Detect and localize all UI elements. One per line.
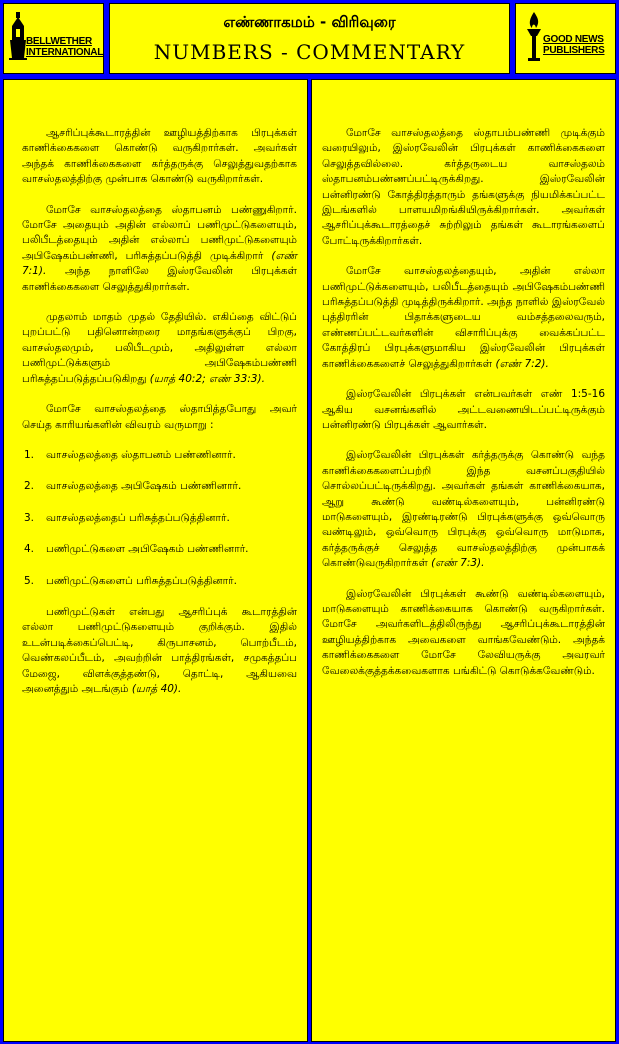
left-paragraph-5-text: பணிமுட்டுகள் என்பது ஆசரிப்புக் கூடாரத்தின் எல்லா பணிமுட்டுகளையும் குறிக்கும். இதில் உடன்படிக்கைப்பெட்டி, கிருபாசனம், பொற்பீடம், வெண்கலப்பீடம், அவற்றின் பாத்திரங்கள், சமுகத்தப்ப மேஜை, விளக்குத்தண்டு, தொட்டி, ஆகியவை அனைத்தும் அடங்கும் — [22, 605, 297, 695]
right-paragraph-2-text: மோசே வாசஸ்தலத்தையும், அதின் எல்லா பணிமுட்டுக்களையும், பலிபீடத்தையும் அபிஷேகம்பண்ணி பரிசுத்தப்படுத்தி முடித்திருக்கிறார். அந்த நாளில் இஸ்ரவேல் புத்திரரின் பிதாக்களுடைய வம்சத்தலைவரும், எண்ணப்பட்டவர்களின் விசாரிப்புக்கு வைக்கப்பட்ட கோத்திரப் பிரபுக்களுமாகிய இஸ்ரவேலின் பிரபுக்கள் காணிக்கைகளைச் செலுத்துகிறார்கள் — [322, 265, 605, 370]
left-paragraph-3 — [22, 310, 297, 387]
good-news-logo — [515, 3, 616, 74]
list-text: வாசஸ்தலத்தைப் பரிசுத்தப்படுத்தினார். — [46, 511, 230, 524]
list-number: 2. — [24, 480, 35, 493]
list-number: 3. — [24, 511, 35, 524]
right-paragraph-1: மோசே வாசஸ்தலத்தை ஸ்தாபம்பண்ணி முடிக்கும் வரையிலும், இஸ்ரவேலின் பிரபுக்கள் காணிக்கைகளை செலுத்தவில்லை. கர்த்தருடைய வாசஸ்தலம் ஸ்தாபனம்பண்ணப்பட்டிருக்கிறது. இஸ்ரவேலின் பன்னிரண்டு கோத்திரத்தாரும் தங்களுக்கு நியமிக்கப்பட்ட இடங்களில் பாளயமிறங்கியிருக்கிறார்கள். அவர்கள் ஆசரிப்புக்கூடாரத்தைச் சுற்றிலும் தங்கள் கூடாரங்களைப் போட்டிருக்கிறார்கள். — [322, 127, 605, 247]
right-paragraph-3: இஸ்ரவேலின் பிரபுக்கள் என்பவர்கள் எண் 1:5-16 ஆகிய வசனங்களில் அட்டவணையிடப்பட்டிருக்கும் பன்னிரண்டு பிரபுக்கள் ஆவார்கள். — [322, 388, 605, 431]
numbered-list — [22, 448, 297, 589]
left-paragraph-3-citation: (யாத் 40:2; எண் 33:3). — [149, 372, 265, 385]
left-paragraph-5 — [22, 605, 297, 697]
left-column — [3, 79, 308, 1042]
page-title-tamil: எண்ணாகமம் - விரிவுரை — [223, 13, 396, 31]
list-text: பணிமுட்டுகளைப் பரிசுத்தப்படுத்தினார். — [46, 574, 237, 587]
list-number: 1. — [24, 448, 35, 461]
left-logo-line1: BELLWETHER — [26, 36, 92, 47]
list-item — [22, 542, 297, 557]
right-paragraph-4-citation: (எண் 7:3). — [431, 557, 485, 570]
torch-icon — [524, 12, 544, 62]
left-paragraph-3-text: முதலாம் மாதம் முதல் தேதியில். எகிப்தை விட்டுப் புறப்பட்டு பதினொன்றரை மாதங்களுக்குப் பிறகு, வாசஸ்தலமும், பலிபீடமும், அதிலுள்ள எல்லா பணிமுட்டுக்களும் அபிஷேகம்பண்ணி பரிசுத்தப்படுத்தப்படுகிறது — [22, 311, 297, 385]
page-title-english: NUMBERS - COMMENTARY — [153, 40, 466, 64]
right-paragraph-2-citation: (எண் 7:2). — [495, 357, 549, 370]
right-paragraph-4-text: இஸ்ரவேலின் பிரபுக்கள் கர்த்தருக்கு கொண்டு வந்த காணிக்கைகளைப்பற்றி இந்த வசனப்பகுதியில் சொல்லப்பட்டிருக்கிறது. அவர்கள் தங்கள் காணிக்கையாக, ஆறு கூண்டு வண்டில்களையும், பன்னிரண்டு மாடுகளையும், இரண்டிரண்டு பிரபுக்களுக்கு ஒவ்வொரு வண்டிலும், ஒவ்வொரு பிரபுக்கு ஒவ்வொரு மாடுமாக, கர்த்தருக்குச் செலுத்த வாசஸ்தலத்திற்கு முன்பாகக் கொண்டுவருகிறார்கள் — [322, 449, 605, 570]
right-paragraph-4 — [322, 448, 605, 571]
right-logo-line1: GOOD NEWS — [543, 34, 604, 45]
right-paragraph-5: இஸ்ரவேலின் பிரபுக்கள் கூண்டு வண்டில்களையும், மாடுகளையும் காணிக்கையாக கொண்டு வருகிறார்கள். மோசே அவர்களிடத்திலிருந்து ஆசரிப்புக்கூடாரத்தின் ஊழியத்திற்காக அவைகளை வாங்கவேண்டும். அந்தக் காணிக்கைகளை மோசே லேவியருக்கு அவரவர் வேலைக்குத்தக்கவைகளாக பங்கிட்டு கொடுக்கவேண்டும். — [322, 587, 605, 677]
list-item — [22, 479, 297, 494]
right-logo-line2: PUBLISHERS — [543, 45, 605, 56]
left-paragraph-4: மோசே வாசஸ்தலத்தை ஸ்தாபித்தபோது அவர் செய்த காரியங்களின் விவரம் வருமாறு : — [22, 403, 297, 431]
list-number: 5. — [24, 574, 35, 587]
list-text: வாசஸ்தலத்தை ஸ்தாபனம் பண்ணினார். — [46, 448, 236, 461]
right-column — [311, 79, 616, 1042]
left-paragraph-2-tail: அந்த நாளிலே இஸ்ரவேலின் பிரபுக்கள் காணிக்கைகளை செலுத்துகிறார்கள். — [22, 265, 298, 293]
left-paragraph-2-text: மோசே வாசஸ்தலத்தை ஸ்தாபனம் பண்ணுகிறார். மோசே அதையும் அதின் எல்லாப் பணிமுட்டுகளையும், பலிபீடத்தையும் அதின் எல்லாப் பணிமுட்டுகளையும் அபிஷேகம்பண்ணி, பரிசுத்தப்படுத்தி முடிக்கிறார் — [22, 203, 297, 262]
list-item — [22, 448, 297, 463]
list-item — [22, 511, 297, 526]
list-text: பணிமுட்டுகளை அபிஷேகம் பண்ணினார். — [46, 543, 249, 556]
left-logo-line2: INTERNATIONAL — [26, 47, 104, 58]
left-paragraph-2 — [22, 203, 297, 295]
bell-tower-icon — [9, 12, 27, 60]
right-paragraph-2 — [322, 264, 605, 372]
page-header — [0, 0, 619, 79]
title-banner — [109, 3, 510, 74]
left-paragraph-1: ஆசரிப்புக்கூடாரத்தின் ஊழியத்திற்காக பிரபுக்கள் காணிக்கைகளை கொண்டு வருகிறார்கள். அவர்கள் அந்தக் காணிக்கைகளை கர்த்தருக்கு செலுத்துவதற்காக வாசஸ்தலத்திற்கு முன்பாக கொண்டு வருகிறார்கள். — [22, 127, 297, 186]
list-number: 4. — [24, 543, 35, 556]
left-paragraph-5-citation: (யாத் 40). — [131, 682, 182, 695]
list-item — [22, 574, 297, 589]
list-text: வாசஸ்தலத்தை அபிஷேகம் பண்ணினார். — [46, 480, 242, 493]
left-paragraph-2-citation: (எண் 7:1). — [22, 249, 297, 278]
bellwether-logo — [3, 3, 104, 74]
